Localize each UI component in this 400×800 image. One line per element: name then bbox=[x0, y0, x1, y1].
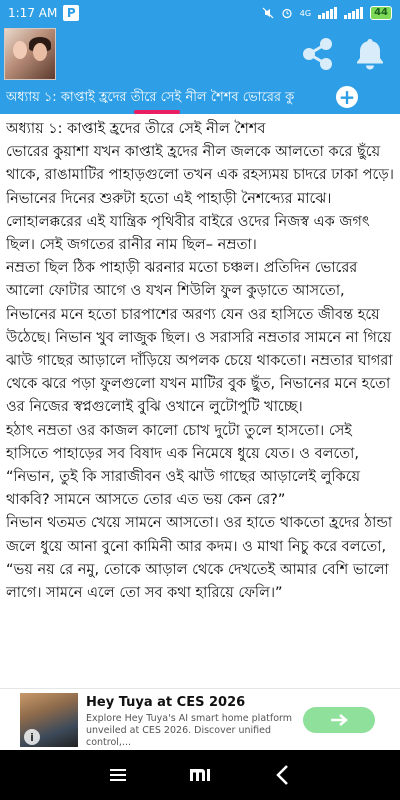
mute-icon bbox=[262, 7, 274, 19]
chapter-heading: অধ্যায় ১: কাপ্তাই হ্রদের তীরে সেই নীল শৈশব bbox=[6, 121, 266, 137]
ad-banner[interactable] bbox=[0, 688, 400, 750]
tab-indicator bbox=[134, 110, 180, 114]
back-arrow-icon bbox=[272, 763, 294, 787]
alarm-icon bbox=[281, 7, 293, 19]
bell-icon bbox=[350, 34, 390, 74]
home-button[interactable] bbox=[188, 765, 212, 785]
paragraph: নিভান থতমত খেয়ে সামনে আসতো। ওর হাতে থাকতো হ্রদের ঠান্ডা জলে ধুয়ে আনা বুনো কামিনী আর কদম। ও মাথা নিচু করে বলতো, “ভয় নয় রে নমু, তোকে আড়াল থেকে দেখতেই আমার বেশি ভালো লাগে। সামনে এলে তো সব কথা হারিয়ে ফেলি।” bbox=[6, 515, 393, 602]
mi-home-icon bbox=[188, 765, 212, 785]
tab-chapter-1[interactable]: অধ্যায় ১: কাপ্তাই হ্রদের তীরে সেই নীল শৈশব ভোরের কু bbox=[6, 90, 295, 105]
back-button[interactable] bbox=[272, 763, 294, 787]
add-chapter-button[interactable] bbox=[334, 84, 360, 110]
recent-apps-button[interactable] bbox=[108, 765, 128, 785]
status-bar bbox=[0, 0, 400, 26]
paragraph: ভোরের কুয়াশা যখন কাপ্তাই হ্রদের নীল জলকে আলতো করে ছুঁয়ে থাকে, রাঙামাটির পাহাড়গুলো তখন এক রহস্যময় চাদরে ঢাকা পড়ে। নিভানের দিনের শুরুটা হতো এই পাহাড়ী নৈশব্দ্যের মাঝে। লোহালক্করের এই যান্ত্রিক পৃথিবীর বাইরে ওদের নিজস্ব এক জগৎ ছিল। সেই জগতের রানীর নাম ছিল– নম্রতা। bbox=[6, 144, 394, 254]
menu-icon bbox=[108, 765, 128, 785]
paragraph: নম্রতা ছিল ঠিক পাহাড়ী ঝরনার মতো চঞ্চল। প্রতিদিন ভোরের আলো ফোটার আগে ও যখন শিউলি ফুল কুড়াতে আসতো, নিভানের মনে হতো চারপাশের অরণ্য যেন ওর হাসিতে জীবন্ত হয়ে উঠেছে। নিভান খুব লাজুক ছিল। ও সরাসরি নম্রতার সামনে না গিয়ে ঝাউ গাছের আড়ালে দাঁড়িয়ে অপলক চেয়ে থাকতো। নম্রতার ঘাগরা থেকে ঝরে পড়া ফুলগুলো যখন মাটির বুক ছুঁত, নিভানের মনে হতো ওর নিজের স্বপ্নগুলোই বুঝি ওখানে লুটোপুটি খাচ্ছে। bbox=[6, 260, 393, 416]
share-button[interactable] bbox=[298, 34, 338, 74]
signal-icon bbox=[318, 7, 337, 19]
ad-title[interactable]: Hey Tuya at CES 2026 bbox=[86, 695, 246, 710]
parking-app-icon: P bbox=[63, 5, 79, 21]
plus-icon: + bbox=[338, 85, 356, 109]
battery-indicator: 44 bbox=[370, 6, 392, 20]
arrow-right-icon bbox=[329, 713, 349, 727]
info-icon[interactable]: i bbox=[24, 729, 40, 745]
app-bar bbox=[0, 26, 400, 82]
clock: 1:17 AM bbox=[8, 6, 58, 20]
system-nav-bar bbox=[0, 750, 400, 800]
paragraph: হঠাৎ নম্রতা ওর কাজল কালো চোখ দুটো তুলে হাসতো। সেই হাসিতে পাহাড়ের সব বিষাদ এক নিমেষে ধুয়ে যেত। ও বলতো, “নিভান, তুই কি সারাজীবন ওই ঝাউ গাছের আড়ালেই লুকিয়ে থাকবি? সামনে আসতে তোর এত ভয় কেন রে?” bbox=[6, 422, 361, 509]
signal-icon bbox=[344, 7, 363, 19]
ad-description: Explore Hey Tuya's AI smart home platform unveiled at CES 2026. Discover unified control,... bbox=[86, 713, 293, 748]
notification-button[interactable] bbox=[350, 34, 390, 74]
share-icon bbox=[298, 34, 338, 74]
ad-open-button[interactable] bbox=[303, 707, 375, 733]
chapter-content bbox=[6, 118, 396, 684]
network-type: 4G bbox=[299, 8, 312, 18]
book-cover-image[interactable] bbox=[4, 28, 56, 80]
